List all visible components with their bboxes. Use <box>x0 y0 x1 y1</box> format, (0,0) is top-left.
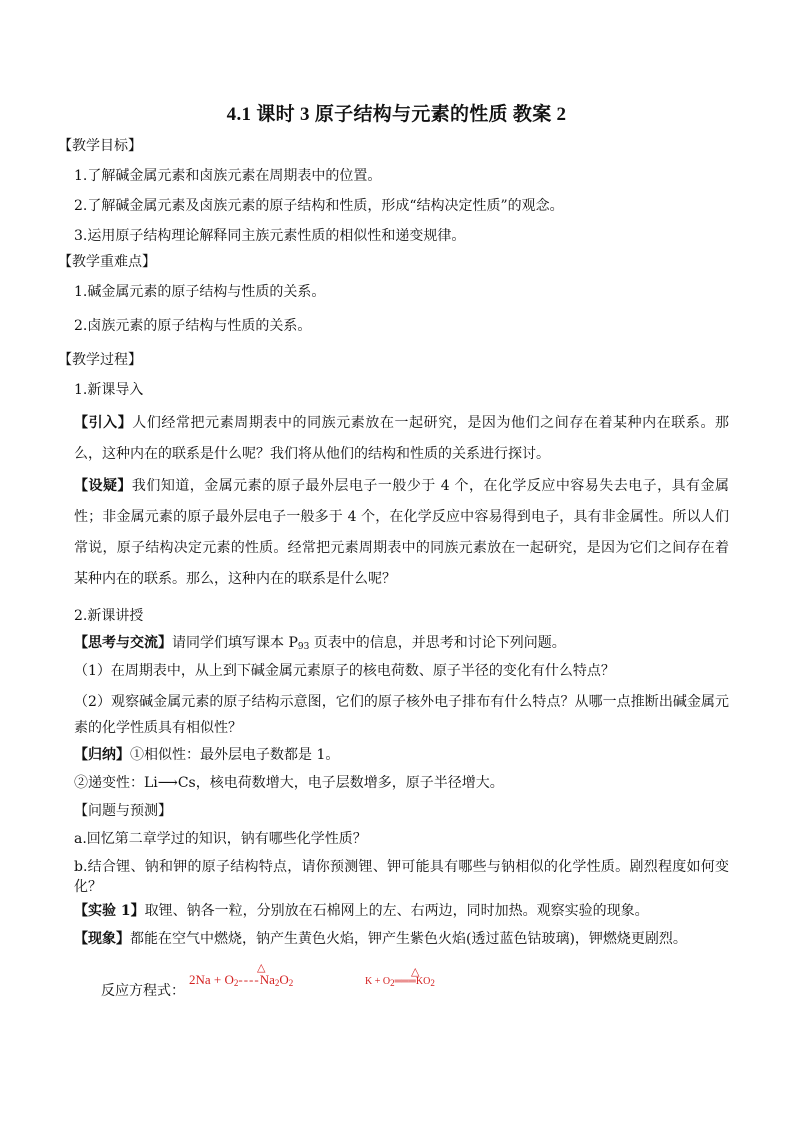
think-text-b: 页表中的信息，并思考和讨论下列问题。 <box>309 635 566 651</box>
think-page-sub: 93 <box>297 642 310 652</box>
eq2-left: K + O <box>365 976 391 987</box>
question-1: （1）在周期表中，从上到下碱金属元素原子的核电荷数、原子半径的变化有什么特点？ <box>74 663 615 679</box>
eq1-arrow: ---- <box>238 972 260 987</box>
eq1-left-sub: 2 <box>233 978 239 988</box>
question-text: 我们知道，金属元素的原子最外层电子一般少于 4 个，在化学反应中容易失去电子，具有金属性；非金属元素的原子最外层电子一般多于 4 个，在化学反应中容易得到电子，具有非金属性。所以人们常说，原子结构决定元素的性质。经常把元素周期表中的同族元素放在一起研究，是因为它们之间存在着某种内在的联系。那么，这种内在的联系是什么呢？ <box>74 478 729 587</box>
phenomenon-tag: 【现象】 <box>74 931 130 947</box>
summary-tag: 【归纳】 <box>74 747 130 763</box>
experiment-tag: 【实验 1】 <box>74 903 145 919</box>
predict-a: a.回忆第二章学过的知识，钠有哪些化学性质？ <box>74 831 367 847</box>
section-new-lesson-teach: 2.新课讲授 <box>74 608 144 624</box>
eq1-right-mid: O <box>279 972 289 987</box>
predict-heading: 【问题与预测】 <box>74 803 172 819</box>
intro-text: 人们经常把元素周期表中的同族元素放在一起研究，是因为他们之间存在着某种内在联系。那么，这种内在的联系是什么呢？我们将从他们的结构和性质的关系进行探讨。 <box>74 415 730 462</box>
experiment-text: 取锂、钠各一粒，分别放在石棉网上的左、右两边，同时加热。观察实验的现象。 <box>144 903 649 919</box>
question-2: （2）观察碱金属元素的原子结构示意图，它们的原子核外电子排布有什么特点？从哪一点推断出碱金属元素的化学性质具有相似性？ <box>74 694 729 736</box>
phenomenon-line <box>74 929 687 949</box>
predict-b: b.结合锂、钠和钾的原子结构特点，请你预测锂、钾可能具有哪些与钠相似的化学性质。剧烈程度如何变化？ <box>74 859 729 895</box>
objective-item: 3.运用原子结构理论解释同主族元素性质的相似性和递变规律。 <box>74 228 466 244</box>
summary-1: ①相似性：最外层电子数都是 1。 <box>130 747 340 763</box>
phenomenon-text: 都能在空气中燃烧，钠产生黄色火焰，钾产生紫色火焰(透过蓝色钴玻璃)，钾燃烧更剧烈。 <box>130 931 687 947</box>
equation-sodium <box>189 962 294 988</box>
process-heading: 【教学过程】 <box>58 352 142 368</box>
key-point-item: 2.卤族元素的原子结构与性质的关系。 <box>74 318 312 334</box>
eq2-right: KO <box>415 976 431 987</box>
summary-line-1 <box>74 745 339 765</box>
key-point-item: 1.碱金属元素的原子结构与性质的关系。 <box>74 284 326 300</box>
heat-condition-icon: △ <box>411 966 420 978</box>
page-title: 4.1 课时 3 原子结构与元素的性质 教案 2 <box>226 104 567 125</box>
eq2-arrow: ═══ <box>394 976 416 987</box>
eq1-left: 2Na + O <box>189 972 234 987</box>
question-paragraph <box>74 471 729 595</box>
intro-paragraph <box>74 408 729 470</box>
think-text-a: 请同学们填写课本 P <box>172 635 298 651</box>
summary-line-2: ②递变性：Li⟶Cs，核电荷数增大，电子层数增多，原子半径增大。 <box>74 775 504 791</box>
eq1-right-sub1: 2 <box>274 978 280 988</box>
objective-item: 2.了解碱金属元素及卤族元素的原子结构和性质，形成“结构决定性质”的观念。 <box>74 198 564 214</box>
objective-item: 1.了解碱金属元素和卤族元素在周期表中的位置。 <box>74 168 382 184</box>
eq2-left-sub: 2 <box>390 978 395 988</box>
eq1-right-sub2: 2 <box>288 978 294 988</box>
eq2-right-sub: 2 <box>430 978 435 988</box>
equation-label: 反应方程式： <box>101 983 185 999</box>
equation-potassium <box>365 966 435 988</box>
think-tag: 【思考与交流】 <box>74 635 172 651</box>
objectives-heading: 【教学目标】 <box>58 138 142 154</box>
think-paragraph <box>74 633 566 657</box>
section-new-lesson-intro: 1.新课导入 <box>74 382 144 398</box>
heat-condition-icon: △ <box>257 962 266 974</box>
question-tag: 【设疑】 <box>74 478 132 494</box>
intro-tag: 【引入】 <box>74 415 133 431</box>
experiment-line <box>74 901 649 921</box>
key-points-heading: 【教学重难点】 <box>58 254 156 270</box>
eq1-right: Na <box>259 972 275 987</box>
